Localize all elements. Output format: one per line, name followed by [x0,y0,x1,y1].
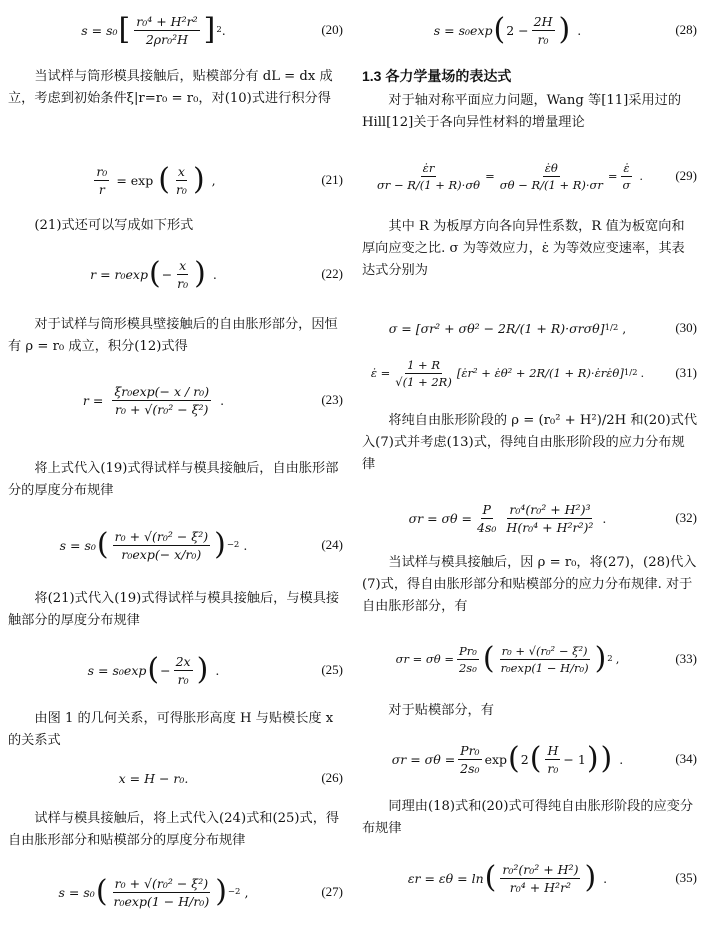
eq31-numerator: 1 + R [407,357,441,372]
eq20-lhs: s = s₀ [81,22,118,38]
eq23-lhs: r = [82,392,104,408]
eq31-body: [ε̇r² + ε̇θ² + 2R/(1 + R)·ε̇rε̇θ] [456,366,624,380]
paragraph-r5: 对于贴模部分，有 [388,703,494,718]
eq34-tail: . [619,751,624,767]
eq23-tail: . [220,392,225,408]
paragraph-1: 当试样与筒形模具接触后，贴模部分有 dL = dx 成立，考虑到初始条件ξ|r=r₀ = r₀，对(10)式进行积分得 [8,69,333,106]
eq34-tag: (34) [675,751,697,766]
eq24-numerator: r₀ + √(r₀² − ξ²) [114,528,209,544]
eq24-denominator: r₀exp(− x/r₀) [121,546,202,562]
eq22-tag: (22) [321,266,343,281]
eq21-mid: = exp [116,172,154,188]
eq21-lhs-den: r [98,181,105,197]
eq31-denominator: √(1 + 2R) [395,374,452,389]
equation-33: σr = σθ = $\frac{\text{Pr₀}}{\text{2s₀}}$ ( $\frac{\text{r₀ + √(r₀² − ξ²)}}{\text{r₀exp(1 − H/r₀)}}$ ) 2 , (33) [395,641,697,676]
eq34-mid: exp [484,751,508,767]
eq31-lhs: ε̇ = [370,366,391,380]
paragraph-r3: 将纯自由胀形阶段的 ρ = (r₀² + H²)/2H 和(20)式代入(7)式并考虑(13)式，得纯自由胀形阶段的应力分布规律 [362,413,698,472]
eq34-lhs: σr = σθ = [391,751,456,767]
eq30-tail: , [622,320,627,336]
eq25-arg-den: r₀ [177,671,189,687]
eq34-f1-num: Pr₀ [460,742,480,758]
left-column [8,0,343,932]
eq29-tail: . [639,169,644,183]
eq22-arg-den: r₀ [177,275,189,291]
eq28-lhs: s = s₀exp [433,22,493,38]
eq33-tag: (33) [675,651,697,666]
eq27-power: −2 [227,887,241,897]
equation-26 [8,764,343,792]
eq21-tag: (21) [321,172,343,187]
eq28-arg-den: r₀ [537,31,549,47]
eq32-f1-num: P [482,501,491,517]
eq32-f2-num: r₀⁴(r₀² + H²)³ [509,501,591,517]
eq33-f1-num: Pr₀ [458,643,477,658]
paragraph-r1: 对于轴对称平面应力问题，Wang 等[11]采用过的 Hill[12]关于各向异性材料的增量理论 [362,93,682,130]
equation-24: s = s₀ ( $\frac{\text{r₀ + √(r₀² − ξ²)}}{\text{r₀exp(− x/r₀)}}$ ) −2 . (24) [59,527,343,562]
eq20-power: 2 [216,25,222,35]
equation-28: s = s₀exp ( 2 − $\frac{2H}{\text{r₀}}$ ) . (28) [433,12,697,47]
paragraph-4: 将上式代入(19)式得试样与模具接触后，自由胀形部分的厚度分布规律 [8,461,339,498]
equation-31 [362,350,697,396]
eq21-tail: , [211,172,216,188]
equation-29: $\frac{\varepsiloṅr}{\sigma r - R/(1 + R)\cdot\sigma\theta}$ = $\frac{\varepsiloṅ\theta}{\sigma\theta - R/(1 + R)\cdot\sigma r}$ = $\frac{\varepsiloṅ}{\sigma}$ . (29) [376,160,697,192]
eq23-numerator: ξr₀exp(− x / r₀) [114,383,210,399]
eq22-lhs: r = r₀exp [90,266,148,282]
eq34-arg-num: H [547,742,559,758]
eq35-tail: . [603,870,608,886]
eq30-tag: (30) [675,320,697,335]
eq25-lhs: s = s₀exp [87,662,147,678]
eq25-tail: . [215,662,220,678]
equation-21: $\frac{\text{r₀}}{r}$ = exp ( $\frac{x}{\text{r₀}}$ ) , (21) [96,162,343,197]
eq33-f2-den: r₀exp(1 − H/r₀) [500,660,589,675]
eq23-denominator: r₀ + √(r₀² − ξ²) [114,401,209,417]
eq29-f1-den: σr − R/(1 + R)·σθ [376,177,481,192]
eq34-inner: 2 [520,751,529,767]
eq27-tail: , [244,884,249,900]
eq27-tag: (27) [321,884,343,899]
eq25-minus: − [160,662,171,678]
paragraph-7: 试样与模具接触后，将上式代入(24)式和(25)式，得自由胀形部分和贴模部分的厚度分布规律 [8,811,340,848]
eq29-f3-num: ε̇ [623,160,630,175]
eq33-f1-den: 2s₀ [458,660,477,675]
eq28-inner: 2 − [506,22,529,38]
eq24-tag: (24) [321,537,343,552]
eq28-tag: (28) [675,22,697,37]
eq32-f1-den: 4s₀ [477,519,497,535]
eq29-f2-num: ε̇θ [544,160,558,175]
eq22-arg-num: x [179,257,187,273]
equation-30 [362,310,697,346]
eq24-power: −2 [226,540,240,550]
equation-25: s = s₀exp ( − $\frac{2x}{\text{r₀}}$ ) . (25) [87,652,343,687]
eq31-tag: (31) [675,365,697,380]
right-column [362,0,697,932]
eq32-lhs: σr = σθ = [408,510,473,526]
eq29-f3-den: σ [622,177,631,192]
eq34-arg-den: r₀ [547,760,559,776]
eq28-arg-num: 2H [533,13,553,29]
equation-22: r = r₀exp ( − $\frac{x}{\text{r₀}}$ ) . (22) [90,256,343,291]
eq29-tag: (29) [675,168,697,183]
paragraph-6: 由图 1 的几何关系，可得胀形高度 H 与贴模长度 x 的关系式 [8,711,334,748]
eq32-tag: (32) [675,510,697,525]
eq31-power: 1/2 [623,368,638,378]
paragraph-r6: 同理由(18)式和(20)式可得纯自由胀形阶段的应变分布规律 [362,799,694,836]
eq27-lhs: s = s₀ [58,884,95,900]
eq22-minus: − [161,266,173,282]
eq24-lhs: s = s₀ [59,537,96,553]
eq33-f2-num: r₀ + √(r₀² − ξ²) [501,643,588,658]
paragraph-2: (21)式还可以写成如下形式 [34,218,194,233]
eq25-tag: (25) [321,662,343,677]
eq27-denominator: r₀exp(1 − H/r₀) [113,893,210,909]
eq33-power: 2 [607,654,613,664]
eq33-tail: , [615,652,620,666]
eq30-power: 1/2 [604,323,619,333]
section-heading: 1.3 各力学量场的表达式 [362,68,512,84]
eq30-body: σ = [σr² + σθ² − 2R/(1 + R)·σrσθ] [388,320,605,336]
eq34-f1-den: 2s₀ [460,760,480,776]
eq27-numerator: r₀ + √(r₀² − ξ²) [114,875,209,891]
equation-23 [8,370,343,430]
eq20-numerator: r₀⁴ + H²r² [136,13,198,29]
eq22-tail: . [212,266,217,282]
eq35-numerator: r₀²(r₀² + H²) [502,861,579,877]
eq31-tail: . [640,366,645,380]
paragraph-5: 将(21)式代入(19)式得试样与模具接触后，与模具接触部分的厚度分布规律 [8,591,340,628]
eq24-tail: . [243,537,248,553]
equation-34: σr = σθ = $\frac{\text{Pr₀}}{\text{2s₀}}$ exp ( 2 ( $\frac{H}{\text{r₀}}$ − 1 ) ) . (34) [391,741,697,776]
eq29-f1-num: ε̇r [422,160,435,175]
equation-27: s = s₀ ( $\frac{\text{r₀ + √(r₀² − ξ²)}}{\text{r₀exp(1 − H/r₀)}}$ ) −2 , (27) [58,874,343,909]
paragraph-r4: 当试样与模具接触后，因 ρ = r₀，将(27)，(28)代入(7)式，得自由胀形部分和贴模部分的应力分布规律. 对于自由胀形部分，有 [362,555,697,614]
equation-20: s = s₀ [ $\frac{\text{r₀⁴ + H²r²}}{\text{2ρr₀²H}}$ ] 2 . (20) [81,12,343,47]
paragraph-3: 对于试样与筒形模具壁接触后的自由胀形部分，因恒有 ρ = r₀ 成立，积分(12)式得 [8,317,338,354]
eq26-tag: (26) [321,770,343,785]
eq20-tag: (20) [321,22,343,37]
eq34-inner-tail: − 1 [563,751,586,767]
eq23-tag: (23) [321,392,343,407]
eq35-denominator: r₀⁴ + H²r² [509,879,572,895]
paragraph-r2: 其中 R 为板厚方向各向异性系数，R 值为板宽向和厚向应变之比. σ 为等效应力，ε̇ 为等效应变速率，其表达式分别为 [362,219,685,278]
eq21-arg-num: x [177,163,185,179]
eq26-body: x = H − r₀. [118,770,189,786]
eq32-f2-den: H(r₀⁴ + H²r²)² [506,519,594,535]
eq28-tail: . [577,22,582,38]
eq25-arg-num: 2x [175,653,191,669]
eq35-tag: (35) [675,870,697,885]
eq21-lhs-num: r₀ [96,163,108,179]
equation-32 [362,492,697,544]
eq29-f2-den: σθ − R/(1 + R)·σr [499,177,603,192]
eq33-lhs: σr = σθ = [395,652,454,666]
eq21-arg-den: r₀ [175,181,187,197]
eq20-denominator: 2ρr₀²H [145,31,189,47]
eq35-lhs: εr = εθ = ln [407,870,484,886]
equation-35: εr = εθ = ln ( $\frac{\text{r₀²(r₀² + H²)}}{\text{r₀⁴ + H²r²}}$ ) . (35) [407,860,697,895]
eq32-tail: . [602,510,607,526]
